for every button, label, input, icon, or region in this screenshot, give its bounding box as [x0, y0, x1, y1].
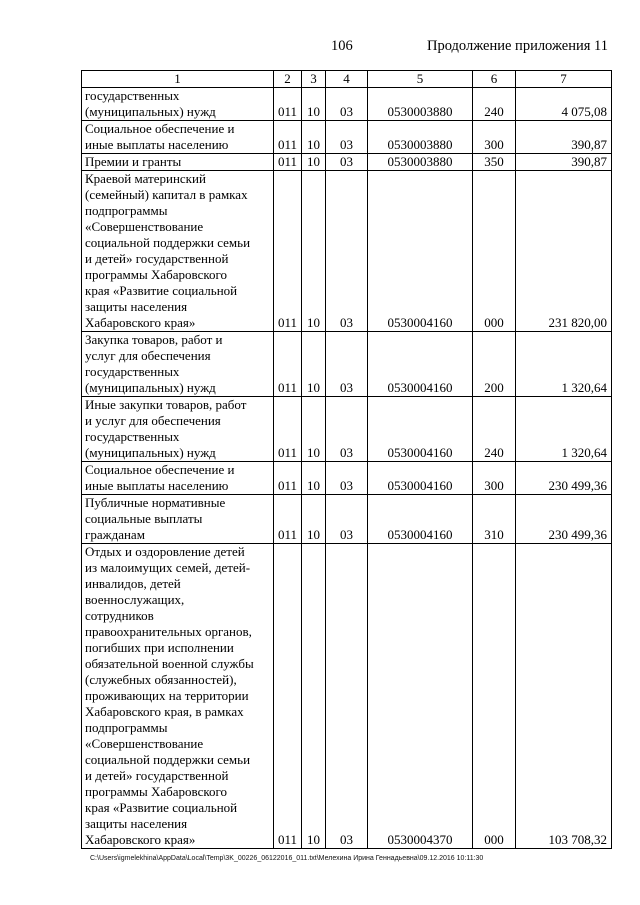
- footer-path: C:\Users\igmelekhina\AppData\Local\Temp\3K_00226_06122016_011.txt\Мелехина Ирина Геннадьевна\09.12.2016 10:11:30: [90, 855, 484, 862]
- table-row: [82, 397, 612, 462]
- row-name-line: «Совершенствование: [85, 219, 204, 234]
- row-name-line: иные выплаты населению: [85, 137, 229, 152]
- row-name-line: «Совершенствование: [85, 736, 204, 751]
- ministry-code: 011: [274, 171, 302, 332]
- amount: 1 320,64: [516, 397, 612, 462]
- section-code: 10: [302, 88, 326, 121]
- target-article-code: 0530004160: [368, 495, 473, 544]
- table-row: [82, 495, 612, 544]
- section-code: 10: [302, 332, 326, 397]
- table-row: [82, 88, 612, 121]
- budget-table: [81, 70, 612, 849]
- row-name-line: края «Развитие социальной: [85, 800, 238, 815]
- ministry-code: 011: [274, 462, 302, 495]
- row-name-line: Хабаровского края»: [85, 315, 196, 330]
- row-name-line: гражданам: [85, 527, 145, 542]
- row-name: [82, 544, 274, 849]
- row-name-line: края «Развитие социальной: [85, 283, 238, 298]
- subsection-code: 03: [326, 154, 368, 171]
- row-name-line: программы Хабаровского: [85, 267, 228, 282]
- row-name-line: и услуг для обеспечения: [85, 413, 221, 428]
- section-code: 10: [302, 121, 326, 154]
- row-name-line: государственных: [85, 88, 180, 103]
- row-name-line: Социальное обеспечение и: [85, 121, 235, 136]
- row-name: [82, 495, 274, 544]
- row-name-line: (семейный) капитал в рамках: [85, 187, 248, 202]
- amount: 1 320,64: [516, 332, 612, 397]
- row-name-line: защиты населения: [85, 299, 188, 314]
- ministry-code: 011: [274, 88, 302, 121]
- target-article-code: 0530004160: [368, 171, 473, 332]
- target-article-code: 0530003880: [368, 121, 473, 154]
- row-name-line: военнослужащих,: [85, 592, 185, 607]
- column-header-6: 6: [473, 71, 516, 88]
- row-name-line: из малоимущих семей, детей-: [85, 560, 251, 575]
- expense-type-code: 300: [473, 462, 516, 495]
- target-article-code: 0530003880: [368, 88, 473, 121]
- header-row: [82, 71, 612, 88]
- target-article-code: 0530004160: [368, 462, 473, 495]
- continuation-title: Продолжение приложения 11: [426, 38, 608, 54]
- row-name: [82, 171, 274, 332]
- row-name-line: подпрограммы: [85, 203, 168, 218]
- column-header-2: 2: [274, 71, 302, 88]
- row-name: [82, 397, 274, 462]
- amount: 390,87: [516, 154, 612, 171]
- subsection-code: 03: [326, 495, 368, 544]
- target-article-code: 0530004160: [368, 397, 473, 462]
- ministry-code: 011: [274, 121, 302, 154]
- ministry-code: 011: [274, 332, 302, 397]
- section-code: 10: [302, 495, 326, 544]
- row-name-line: государственных: [85, 429, 180, 444]
- table-row: [82, 462, 612, 495]
- row-name-line: Публичные нормативные: [85, 495, 226, 510]
- section-code: 10: [302, 171, 326, 332]
- row-name: [82, 462, 274, 495]
- row-name-line: Хабаровского края, в рамках: [85, 704, 244, 719]
- row-name-line: правоохранительных органов,: [85, 624, 252, 639]
- expense-type-code: 310: [473, 495, 516, 544]
- section-code: 10: [302, 397, 326, 462]
- row-name-line: и детей» государственной: [85, 768, 229, 783]
- amount: 230 499,36: [516, 462, 612, 495]
- row-name: [82, 154, 274, 171]
- row-name: [82, 121, 274, 154]
- expense-type-code: 200: [473, 332, 516, 397]
- expense-type-code: 350: [473, 154, 516, 171]
- row-name-line: Социальное обеспечение и: [85, 462, 235, 477]
- row-name-line: иные выплаты населению: [85, 478, 229, 493]
- row-name-line: инвалидов, детей: [85, 576, 181, 591]
- row-name-line: социальной поддержки семьи: [85, 235, 251, 250]
- row-name-line: Закупка товаров, работ и: [85, 332, 223, 347]
- amount: 230 499,36: [516, 495, 612, 544]
- row-name-line: программы Хабаровского: [85, 784, 228, 799]
- expense-type-code: 300: [473, 121, 516, 154]
- row-name-line: государственных: [85, 364, 180, 379]
- row-name-line: услуг для обеспечения: [85, 348, 211, 363]
- row-name: [82, 332, 274, 397]
- table-row: [82, 121, 612, 154]
- column-header-7: 7: [516, 71, 612, 88]
- row-name-line: (муниципальных) нужд: [85, 380, 216, 395]
- column-header-5: 5: [368, 71, 473, 88]
- subsection-code: 03: [326, 121, 368, 154]
- row-name-line: погибших при исполнении: [85, 640, 234, 655]
- row-name-line: Хабаровского края»: [85, 832, 196, 847]
- table-row: [82, 171, 612, 332]
- subsection-code: 03: [326, 544, 368, 849]
- row-name-line: обязательной военной службы: [85, 656, 254, 671]
- amount: 231 820,00: [516, 171, 612, 332]
- subsection-code: 03: [326, 171, 368, 332]
- row-name-line: подпрограммы: [85, 720, 168, 735]
- section-code: 10: [302, 544, 326, 849]
- row-name-line: и детей» государственной: [85, 251, 229, 266]
- target-article-code: 0530003880: [368, 154, 473, 171]
- ministry-code: 011: [274, 397, 302, 462]
- row-name-line: сотрудников: [85, 608, 154, 623]
- table-row: [82, 544, 612, 849]
- subsection-code: 03: [326, 88, 368, 121]
- page-number: 106: [331, 38, 353, 54]
- target-article-code: 0530004370: [368, 544, 473, 849]
- row-name-line: социальной поддержки семьи: [85, 752, 251, 767]
- row-name: [82, 88, 274, 121]
- section-code: 10: [302, 462, 326, 495]
- amount: 390,87: [516, 121, 612, 154]
- amount: 4 075,08: [516, 88, 612, 121]
- column-header-1: 1: [82, 71, 274, 88]
- row-name-line: Отдых и оздоровление детей: [85, 544, 245, 559]
- ministry-code: 011: [274, 495, 302, 544]
- expense-type-code: 240: [473, 88, 516, 121]
- subsection-code: 03: [326, 462, 368, 495]
- expense-type-code: 000: [473, 544, 516, 849]
- row-name-line: Премии и гранты: [85, 154, 182, 169]
- table-row: [82, 154, 612, 171]
- column-header-4: 4: [326, 71, 368, 88]
- expense-type-code: 000: [473, 171, 516, 332]
- row-name-line: (муниципальных) нужд: [85, 445, 216, 460]
- row-name-line: проживающих на территории: [85, 688, 249, 703]
- row-name-line: социальные выплаты: [85, 511, 203, 526]
- row-name-line: (служебных обязанностей),: [85, 672, 237, 687]
- subsection-code: 03: [326, 332, 368, 397]
- expense-type-code: 240: [473, 397, 516, 462]
- row-name-line: (муниципальных) нужд: [85, 104, 216, 119]
- target-article-code: 0530004160: [368, 332, 473, 397]
- row-name-line: защиты населения: [85, 816, 188, 831]
- amount: 103 708,32: [516, 544, 612, 849]
- table-row: [82, 332, 612, 397]
- row-name-line: Иные закупки товаров, работ: [85, 397, 247, 412]
- column-header-3: 3: [302, 71, 326, 88]
- subsection-code: 03: [326, 397, 368, 462]
- ministry-code: 011: [274, 154, 302, 171]
- row-name-line: Краевой материнский: [85, 171, 206, 186]
- section-code: 10: [302, 154, 326, 171]
- ministry-code: 011: [274, 544, 302, 849]
